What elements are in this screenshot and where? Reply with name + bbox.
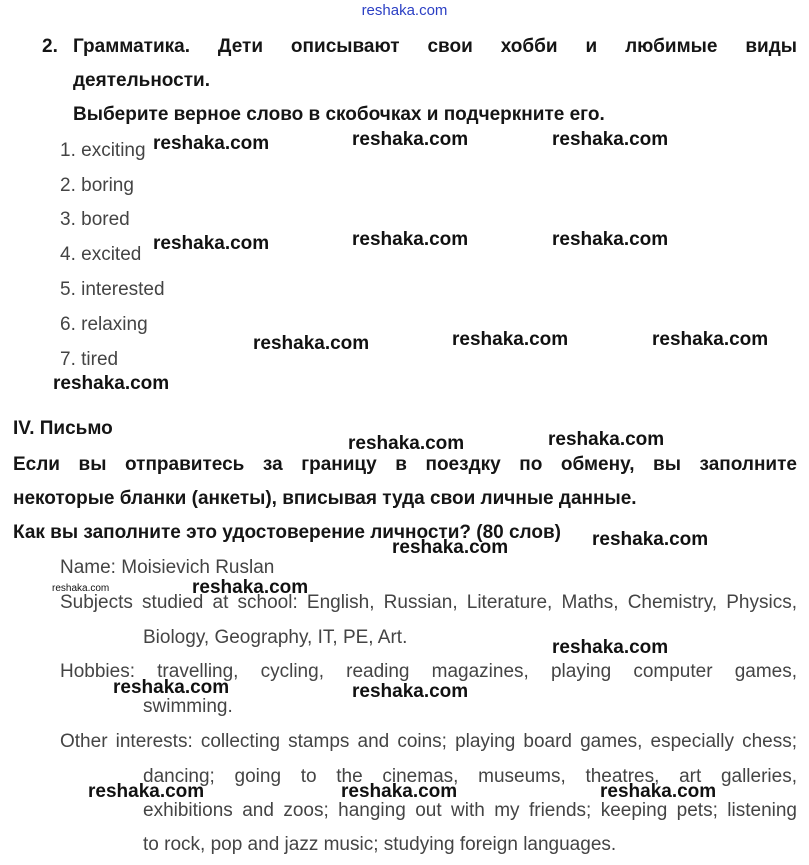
task-number: 2. (42, 36, 58, 57)
watermark: reshaka.com (552, 637, 669, 658)
form-other-line3: exhibitions and zoos; hanging out with my friends; keeping pets; listening (143, 800, 797, 821)
watermark: reshaka.com (552, 229, 669, 250)
section-intro-line2: некоторые бланки (анкеты), вписывая туда свои личные данные. (13, 488, 637, 509)
answer-item: 1. exciting (60, 140, 146, 161)
section-intro-line1: Если вы отправитесь за границу в поездку по обмену, вы заполните (13, 454, 797, 475)
form-hobbies-line1: Hobbies: travelling, cycling, reading magazines, playing computer games, (60, 661, 797, 682)
watermark: reshaka.com (552, 129, 669, 150)
watermark: reshaka.com (392, 537, 509, 558)
answer-item: 2. boring (60, 175, 134, 196)
form-subjects-line2: Biology, Geography, IT, PE, Art. (143, 627, 408, 648)
watermark: reshaka.com (348, 433, 465, 454)
section-question: Как вы заполните это удостоверение личности? (80 слов) (13, 522, 561, 543)
answer-item: 4. excited (60, 244, 142, 265)
answer-item: 7. tired (60, 349, 119, 370)
answer-item: 5. interested (60, 279, 165, 300)
section-heading: IV. Письмо (13, 418, 113, 439)
watermark: reshaka.com (113, 677, 230, 698)
task-instruction: Выберите верное слово в скобочках и подчеркните его. (73, 104, 605, 125)
form-other-line1: Other interests: collecting stamps and coins; playing board games, especially chess; (60, 731, 797, 752)
watermark: reshaka.com (153, 233, 270, 254)
form-subjects-line1: Subjects studied at school: English, Russian, Literature, Maths, Chemistry, Physics, (60, 592, 797, 613)
watermark: reshaka.com (341, 781, 458, 802)
watermark: reshaka.com (548, 429, 665, 450)
watermark: reshaka.com (452, 329, 569, 350)
task-title-line2: деятельности. (73, 70, 210, 91)
watermark: reshaka.com (352, 681, 469, 702)
watermark-small: reshaka.com (52, 583, 110, 594)
form-other-line2: dancing; going to the cinemas, museums, theatres, art galleries, (143, 766, 797, 787)
form-name: Name: Moisievich Ruslan (60, 557, 275, 578)
watermark: reshaka.com (53, 373, 170, 394)
watermark: reshaka.com (652, 329, 769, 350)
watermark: reshaka.com (600, 781, 717, 802)
answer-item: 6. relaxing (60, 314, 148, 335)
watermark: reshaka.com (192, 577, 309, 598)
watermark: reshaka.com (352, 229, 469, 250)
task-title-line1: Грамматика. Дети описывают свои хобби и любимые виды (73, 36, 797, 57)
watermark: reshaka.com (88, 781, 205, 802)
answer-item: 3. bored (60, 209, 130, 230)
watermark: reshaka.com (592, 529, 709, 550)
header-site-watermark: reshaka.com (361, 2, 448, 19)
watermark: reshaka.com (352, 129, 469, 150)
form-other-line4: to rock, pop and jazz music; studying foreign languages. (143, 834, 617, 855)
watermark: reshaka.com (153, 133, 270, 154)
form-hobbies-line2: swimming. (143, 696, 233, 717)
watermark: reshaka.com (253, 333, 370, 354)
